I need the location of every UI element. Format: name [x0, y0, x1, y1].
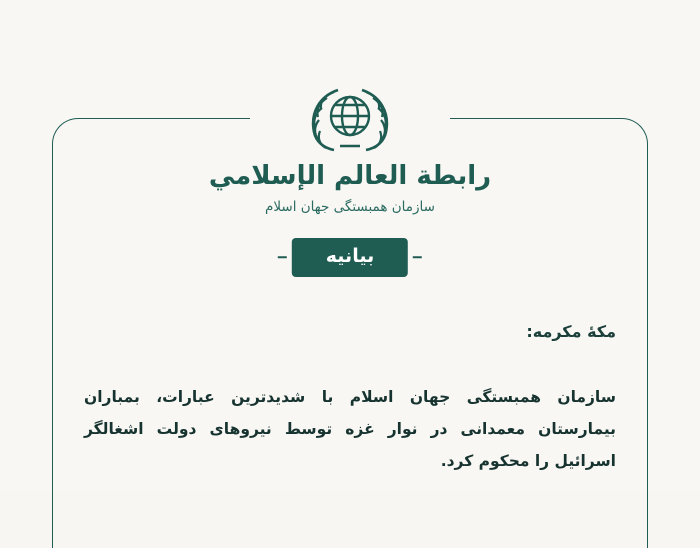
body-line-3: اسرائیل را محکوم کرد. [440, 451, 616, 470]
organization-logo-text [200, 160, 500, 215]
statement-badge: بیانیه [292, 238, 408, 277]
globe-wreath-emblem [294, 78, 406, 156]
body-line-2: بیمارستان معمدانی در نوار غزه توسط نیروهای دولت اشغالگر [84, 419, 616, 438]
salutation-text: مکهٔ مکرمه: [526, 322, 616, 341]
body-line-1: سازمان همبستگی جهان اسلام با شدیدترین عبارات، بمباران [84, 388, 616, 406]
organization-name-persian: سازمان همبستگی جهان اسلام [265, 198, 435, 215]
organization-name-arabic: رابطة العالم الإسلامي [208, 161, 492, 191]
statement-body [84, 382, 616, 477]
